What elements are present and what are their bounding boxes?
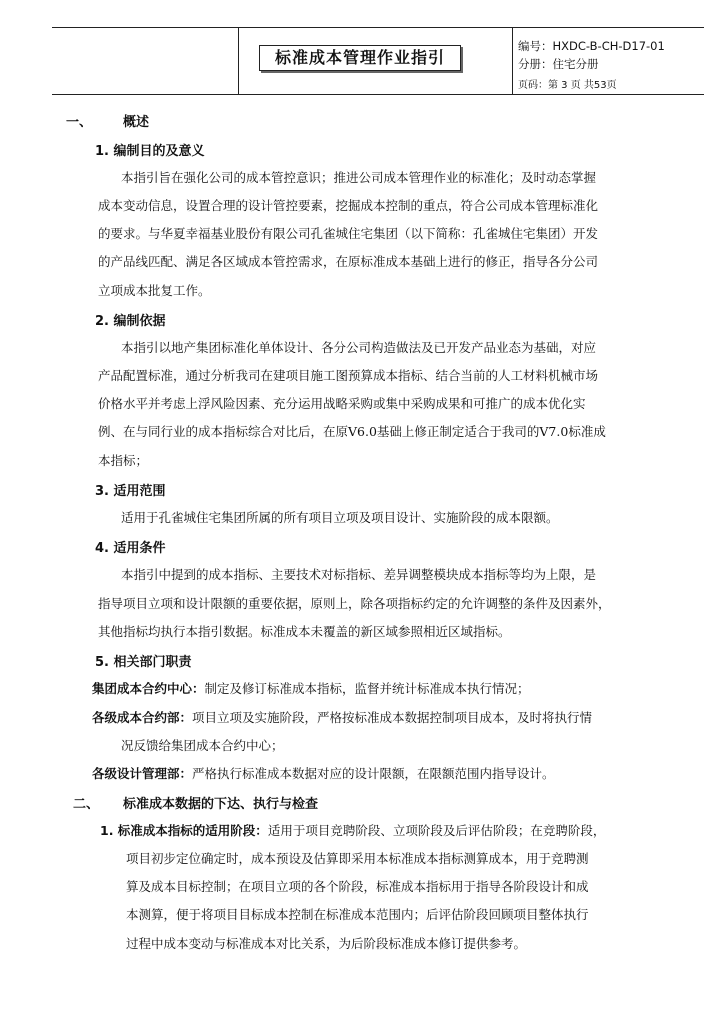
header-meta-cell: [513, 28, 704, 94]
paragraph-line: 本指引以地产集团标准化单体设计、各分公司构造做法及已开发产品业态为基础，对应: [121, 340, 597, 355]
duty-label: 各级设计管理部：: [92, 766, 193, 781]
paragraph-line: 例、在与同行业的成本指标综合对比后，在原V6.0基础上修正制定适合于我司的V7.0标准成: [98, 424, 606, 439]
duty-text: 制定及修订标准成本指标，监督并统计标准成本执行情况；: [204, 681, 530, 696]
paragraph-line: 产品配置标准，通过分析我司在建项目施工图预算成本指标、结合当前的人工材料机械市场: [98, 368, 599, 383]
paragraph-line: 的要求。与华夏幸福基业股份有限公司孔雀城住宅集团（以下简称：孔雀城住宅集团）开发: [98, 226, 599, 241]
paragraph-line: 价格水平并考虑上浮风险因素、充分运用战略采购或集中采购成果和可推广的成本优化实: [98, 396, 586, 411]
stage-text: 适用于项目竞聘阶段、立项阶段及后评估阶段；在竞聘阶段，: [267, 823, 606, 838]
paragraph-line: 本指标；: [98, 453, 149, 468]
duty-item: [92, 708, 592, 726]
paragraph-line: 立项成本批复工作。: [98, 283, 211, 298]
document-code: 编号：HXDC-B-CH-D17-01: [518, 39, 665, 53]
duty-label: 各级成本合约部：: [92, 710, 193, 725]
document-title: 标准成本管理作业指引: [259, 45, 461, 71]
header-title-cell: [239, 28, 513, 94]
sub3-heading: 3. 适用范围: [95, 484, 166, 499]
sub5-heading: 5. 相关部门职责: [95, 655, 192, 670]
stage-item: [100, 821, 605, 839]
duty-item: [92, 764, 555, 782]
section2-title: 标准成本数据的下达、执行与检查: [123, 797, 319, 812]
page-number: 页码：第 3 页 共53页: [518, 80, 617, 91]
duty-text: 严格执行标准成本数据对应的设计限额，在限额范围内指导设计。: [192, 766, 555, 781]
paragraph-line: 本测算，便于将项目目标成本控制在标准成本范围内；后评估阶段回顾项目整体执行: [126, 907, 589, 922]
section1-number: 一、: [66, 115, 93, 130]
duty-continuation: 况反馈给集团成本合约中心；: [121, 738, 284, 753]
document-volume: 分册：住宅分册: [518, 57, 599, 71]
paragraph-line: 的产品线匹配、满足各区域成本管控需求，在原标准成本基础上进行的修正，指导各分公司: [98, 254, 599, 269]
sub4-heading: 4. 适用条件: [95, 541, 166, 556]
sub1-heading: 1. 编制目的及意义: [95, 144, 205, 159]
stage-label: 1. 标准成本指标的适用阶段：: [100, 823, 268, 838]
paragraph-line: 成本变动信息，设置合理的设计管控要素，挖掘成本控制的重点，符合公司成本管理标准化: [98, 198, 599, 213]
paragraph-line: 适用于孔雀城住宅集团所属的所有项目立项及项目设计、实施阶段的成本限额。: [121, 510, 559, 525]
document-header: [52, 27, 704, 95]
section1-title: 概述: [123, 115, 150, 130]
sub2-heading: 2. 编制依据: [95, 314, 166, 329]
duty-text: 项目立项及实施阶段，严格按标准成本数据控制项目成本，及时将执行情: [192, 710, 593, 725]
header-blank-cell: [52, 28, 239, 94]
section2-number: 二、: [73, 797, 100, 812]
paragraph-line: 本指引中提到的成本指标、主要技术对标指标、差异调整模块成本指标等均为上限，是: [121, 567, 597, 582]
duty-item: [92, 679, 530, 697]
duty-label: 集团成本合约中心：: [92, 681, 205, 696]
paragraph-line: 项目初步定位确定时，成本预设及估算即采用本标准成本指标测算成本，用于竞聘测: [126, 851, 589, 866]
paragraph-line: 本指引旨在强化公司的成本管控意识；推进公司成本管理作业的标准化；及时动态掌握: [121, 170, 597, 185]
paragraph-line: 指导项目立项和设计限额的重要依据，原则上，除各项指标约定的允许调整的条件及因素外，: [98, 596, 611, 611]
paragraph-line: 过程中成本变动与标准成本对比关系，为后阶段标准成本修订提供参考。: [126, 936, 527, 951]
paragraph-line: 其他指标均执行本指引数据。标准成本未覆盖的新区域参照相近区域指标。: [98, 624, 511, 639]
paragraph-line: 算及成本目标控制；在项目立项的各个阶段，标准成本指标用于指导各阶段设计和成: [126, 879, 589, 894]
